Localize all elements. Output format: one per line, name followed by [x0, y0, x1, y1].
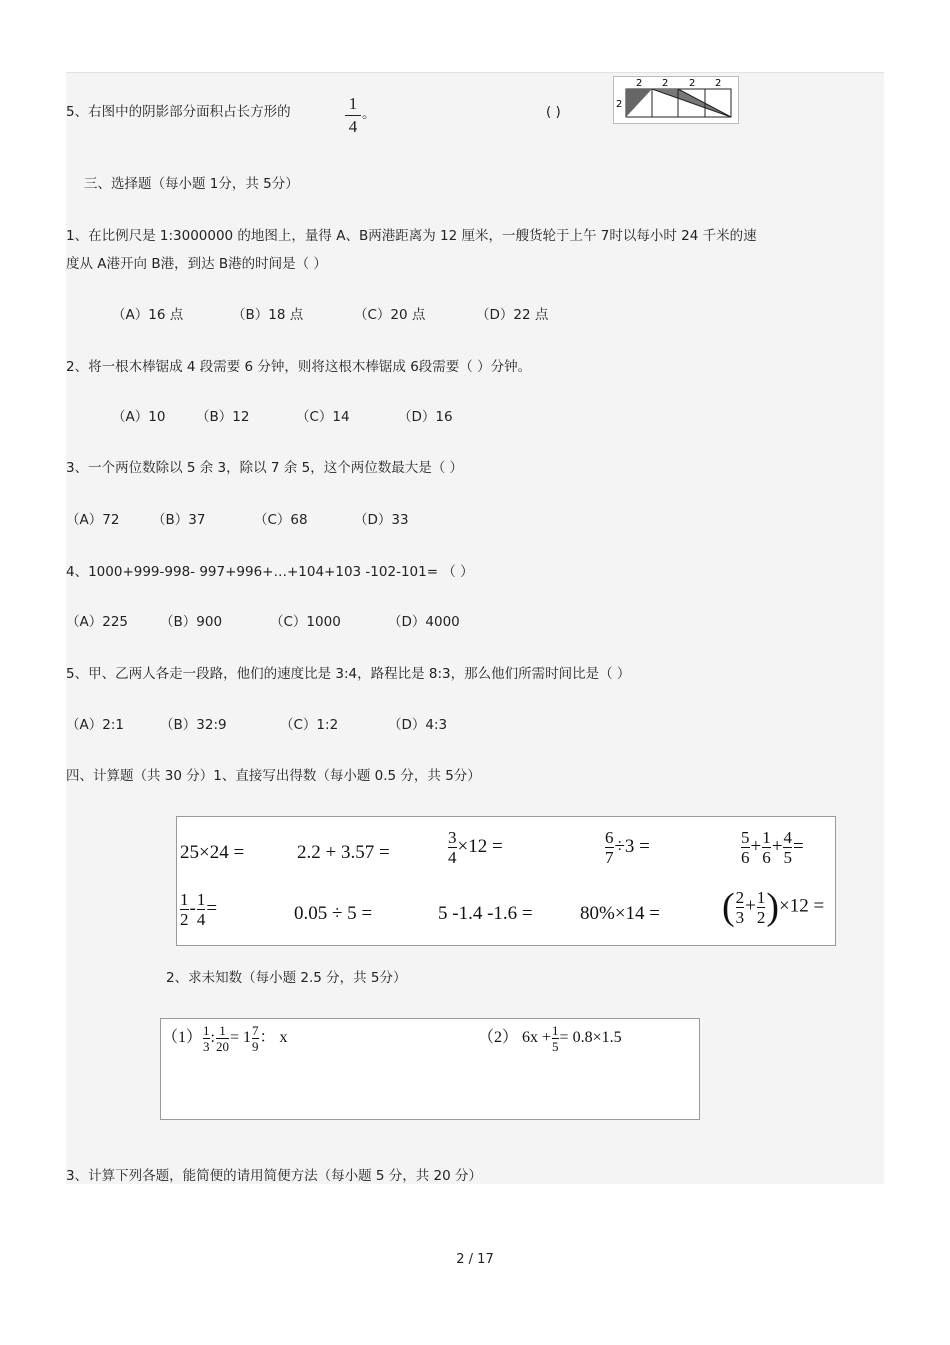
calc-5: $\frac{5}{6}$ + $\frac{1}{6}$ + $\frac{4}{5}$ = — [741, 828, 804, 867]
fig-top-label: 2 — [689, 78, 696, 89]
q4-option-b: （B）900 — [160, 614, 223, 630]
calc-2: 2.2 + 3.57 = — [297, 842, 390, 863]
q2-option-a: （A）10 — [112, 409, 166, 425]
q5-fill-text: 5、右图中的阴影部分面积占长方形的 — [66, 104, 291, 120]
q5-figure — [613, 76, 739, 124]
q2-option-b: （B）12 — [196, 409, 250, 425]
q5-option-d: （D）4:3 — [388, 717, 448, 733]
q1-line1: 1、在比例尺是 1:3000000 的地图上，量得 A、B两港距离为 12 厘米，一艘货轮于上午 7时以每小时 24 千米的速 — [66, 228, 757, 244]
calc-8: 5 -1.4 -1.6 = — [438, 903, 533, 924]
q4-option-c: （C）1000 — [270, 614, 341, 630]
q5-tail: 。 — [362, 106, 376, 122]
q5-fraction: 1 4 — [345, 95, 361, 136]
q5-option-b: （B）32:9 — [160, 717, 227, 733]
sub2-title: 2、求未知数（每小题 2.5 分，共 5分） — [166, 970, 407, 986]
calc-10: ( $\frac{2}{3}$ + $\frac{1}{2}$ )×12 = — [722, 886, 825, 928]
rectangle-shaded-diagram — [614, 77, 738, 123]
q3-option-a: （A）72 — [66, 512, 120, 528]
fig-top-label: 2 — [636, 78, 643, 89]
q1-option-a: （A）16 点 — [112, 307, 184, 323]
q5-option-c: （C）1:2 — [280, 717, 339, 733]
eq2: （2） 6x + $\frac{1}{5}$ = 0.8×1.5 — [478, 1023, 622, 1054]
q4-option-a: （A）225 — [66, 614, 129, 630]
q1-option-d: （D）22 点 — [476, 307, 549, 323]
q3-option-c: （C）68 — [254, 512, 308, 528]
q2-option-d: （D）16 — [398, 409, 453, 425]
fig-side-label: 2 — [616, 99, 623, 110]
q3-option-b: （B）37 — [152, 512, 206, 528]
calc-4: $\frac{6}{7}$ ÷3 = — [605, 828, 650, 867]
section3-title: 三、选择题（每小题 1分，共 5分） — [84, 176, 299, 192]
q1-line2: 度从 A港开向 B港，到达 B港的时间是（ ） — [66, 256, 327, 272]
section4-title: 四、计算题（共 30 分）1、直接写出得数（每小题 0.5 分，共 5分） — [66, 768, 481, 784]
q1-option-c: （C）20 点 — [354, 307, 426, 323]
fig-top-label: 2 — [715, 78, 722, 89]
q2-text: 2、将一根木棒锯成 4 段需要 6 分钟，则将这根木棒锯成 6段需要（ ）分钟。 — [66, 359, 532, 375]
q1-option-b: （B）18 点 — [232, 307, 304, 323]
calc-9: 80%×14 = — [580, 903, 661, 924]
q2-option-c: （C）14 — [296, 409, 350, 425]
calc-6: $\frac{1}{2}$ - $\frac{1}{4}$ = — [180, 890, 218, 929]
sub3-title: 3、计算下列各题，能简便的请用简便方法（每小题 5 分，共 20 分） — [66, 1168, 483, 1184]
calc-3: $\frac{3}{4}$ ×12 = — [448, 828, 503, 867]
q4-text: 4、1000+999-998- 997+996+…+104+103 -102-101= （ ） — [66, 564, 474, 580]
fig-top-label: 2 — [662, 78, 669, 89]
calc-1: 25×24 = — [180, 842, 245, 863]
q5-answer-paren: ( ) — [546, 104, 561, 120]
q4-option-d: （D）4000 — [388, 614, 460, 630]
q3-option-d: （D）33 — [354, 512, 409, 528]
eq1: （1） $\frac{1}{3}$ : $\frac{1}{20}$ = 1 $\frac{7}{9}$ ： x — [162, 1023, 288, 1054]
q3-text: 3、一个两位数除以 5 余 3，除以 7 余 5，这个两位数最大是（ ） — [66, 460, 463, 476]
page-number: 2 / 17 — [456, 1252, 494, 1267]
q5-text: 5、甲、乙两人各走一段路，他们的速度比是 3:4，路程比是 8:3，那么他们所需时间比是（ ） — [66, 666, 631, 682]
q5-option-a: （A）2:1 — [66, 717, 124, 733]
calc-7: 0.05 ÷ 5 = — [294, 903, 373, 924]
